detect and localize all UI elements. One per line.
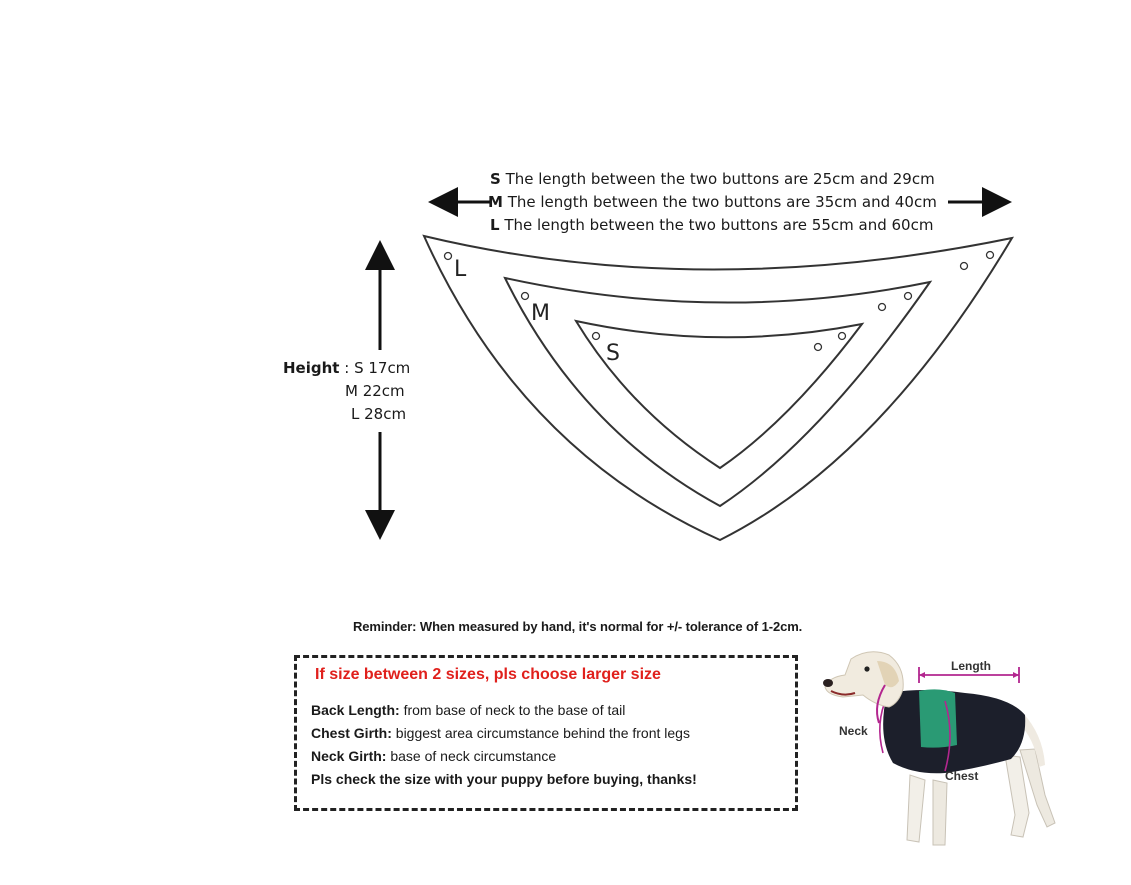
size-letter: L <box>490 216 500 234</box>
note-neck-girth <box>311 748 556 764</box>
dog-nose <box>823 679 833 687</box>
dog-eye <box>864 666 869 671</box>
note-term: Pls check the size with your puppy before buying, thanks! <box>311 771 697 787</box>
length-spec-text: The length between the two buttons are 35cm and 40cm <box>507 193 937 211</box>
size-letter: S <box>490 170 501 188</box>
height-row-s: Height : S 17cm <box>283 359 411 377</box>
button-hole <box>961 263 968 270</box>
height-label: Height <box>283 359 340 377</box>
height-value: L 28cm <box>351 405 407 423</box>
length-spec-text: The length between the two buttons are 55cm and 60cm <box>504 216 934 234</box>
note-term: Neck Girth: <box>311 748 387 764</box>
note-term: Back Length: <box>311 702 400 718</box>
note-term: Chest Girth: <box>311 725 392 741</box>
button-hole <box>839 333 846 340</box>
height-row-m <box>283 380 410 403</box>
height-spec <box>283 357 410 426</box>
button-hole <box>445 253 452 260</box>
size-letter: M <box>488 193 503 211</box>
button-hole <box>905 293 912 300</box>
bandana-label-l: L <box>454 257 467 282</box>
button-hole <box>815 344 822 351</box>
dog-label-neck: Neck <box>839 724 868 738</box>
note-desc: biggest area circumstance behind the front legs <box>391 725 690 741</box>
dog-label-length: Length <box>951 659 991 673</box>
dog-label-chest: Chest <box>945 769 979 783</box>
height-value: M 22cm <box>345 382 405 400</box>
sizing-note-box <box>294 655 798 811</box>
height-row-l <box>283 403 410 426</box>
note-back-length <box>311 702 625 718</box>
dog-measurement-illustration <box>815 645 1065 860</box>
tolerance-reminder: Reminder: When measured by hand, it's normal for +/- tolerance of 1-2cm. <box>353 619 803 634</box>
note-desc: from base of neck to the base of tail <box>399 702 626 718</box>
length-spec-text: The length between the two buttons are 25cm and 29cm <box>505 170 935 188</box>
note-check-size <box>311 771 697 787</box>
note-chest-girth <box>311 725 690 741</box>
bandana-label-m: M <box>531 301 550 326</box>
button-hole <box>879 304 886 311</box>
button-hole <box>593 333 600 340</box>
height-value: S 17cm <box>354 359 411 377</box>
note-desc: base of neck circumstance <box>386 748 557 764</box>
size-advice-headline: If size between 2 sizes, pls choose larger size <box>315 666 661 683</box>
bandana-label-s: S <box>606 341 620 366</box>
jacket-green-panel <box>919 689 957 747</box>
bandana-medium-outline <box>505 278 930 506</box>
button-hole <box>522 293 529 300</box>
button-hole <box>987 252 994 259</box>
bandana-large-outline <box>424 236 1012 540</box>
